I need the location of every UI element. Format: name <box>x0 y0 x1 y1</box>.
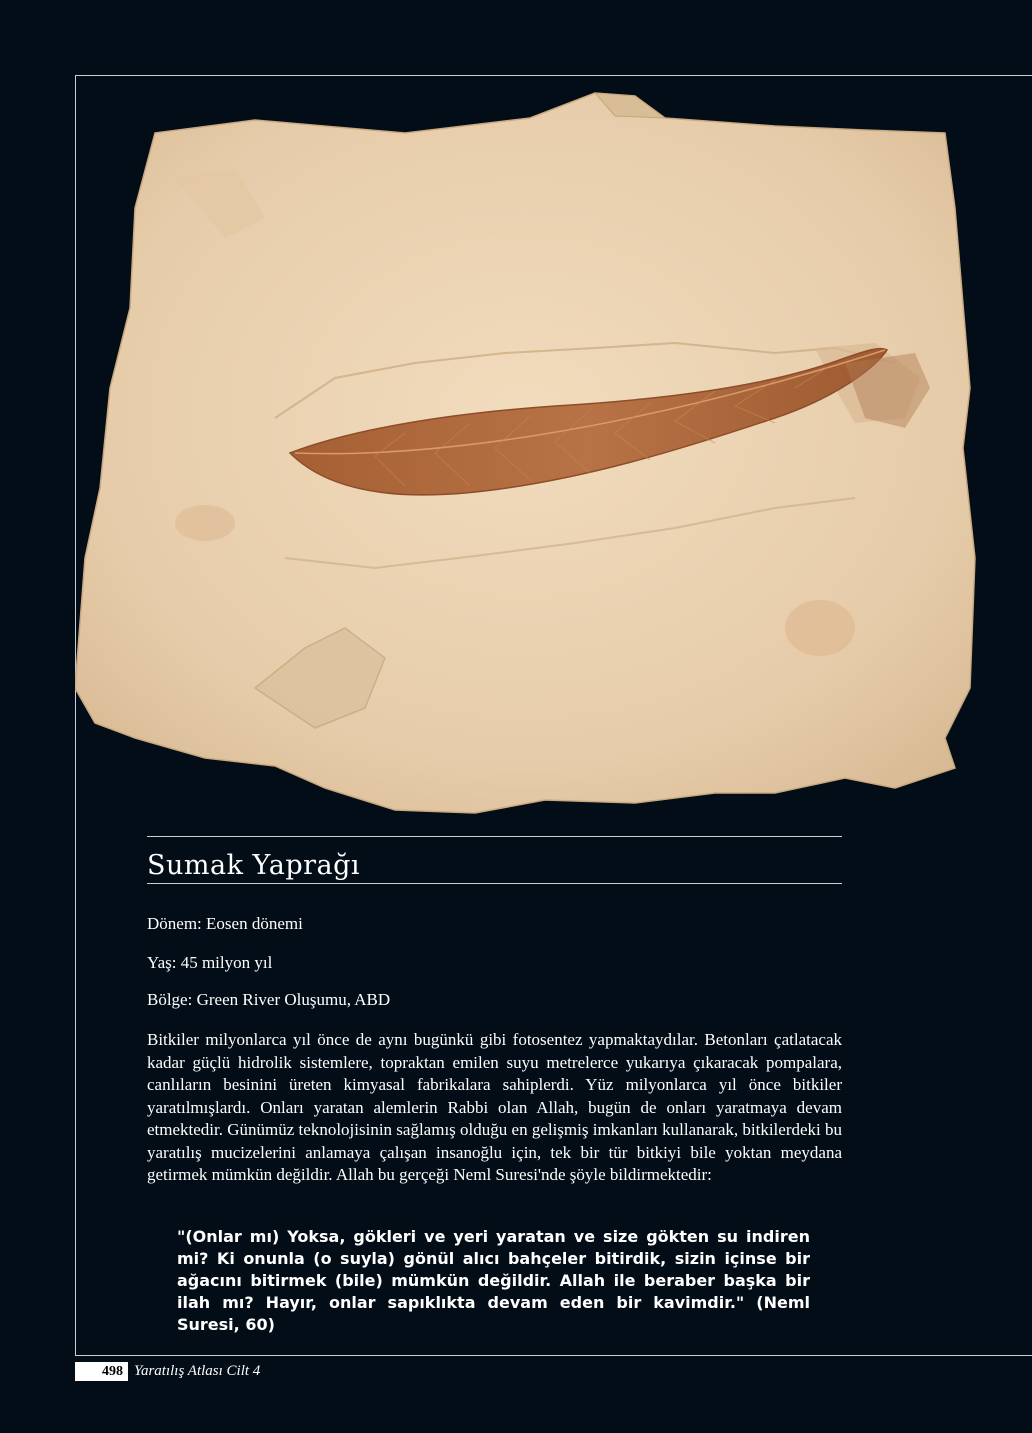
title-rule-bottom <box>147 883 842 884</box>
verse-quote: "(Onlar mı) Yoksa, gökleri ve yeri yaratan ve size gökten su indiren mi? Ki onunla (o suyla) gönül alıcı bahçeler bitirdik, sizin içinse bir ağacını bitirmek (bile) mümkün değildir. Allah ile beraber başka bir ilah mı? Hayır, onlar sapıklıkta devam eden bir kavimdir." (Neml Suresi, 60) <box>177 1227 810 1334</box>
fossil-leaf-image <box>75 88 985 818</box>
region-line: Bölge: Green River Oluşumu, ABD <box>147 990 391 1009</box>
title-rule-top <box>147 836 842 837</box>
body-paragraph: Bitkiler milyonlarca yıl önce de aynı bugünkü gibi fotosentez yapmaktaydılar. Betonları çatlatacak kadar güçlü hidrolik sistemlere, topraktan emilen suyu metrelerce yukarıya çıkaracak pompalara, canlıların besinini üreten kimyasal fabrikalara sahiplerdi. Yüz milyonlarca yıl önce bitkiler yaratılmışlardı. Onları yaratan alemlerin Rabbi olan Allah, bugün de onları yaratmaya devam etmektedir. Günümüz teknolojisinin sağlamış olduğu en gelişmiş imkanları kullanarak, bitkilerdeki bu yaratılış mucizelerini anlamaya çalışan insanoğlu için, tek bir tür bitkiyi bile yoktan meydana getirmek mümkün değildir. Allah bu gerçeği Neml Suresi'nde şöyle bildirmektedir: <box>147 1030 842 1184</box>
page-title: Sumak Yaprağı <box>147 850 361 881</box>
age-line: Yaş: 45 milyon yıl <box>147 953 273 972</box>
page-number: 498 <box>75 1362 128 1381</box>
period-line: Dönem: Eosen dönemi <box>147 914 303 933</box>
running-footer-title: Yaratılış Atlası Cilt 4 <box>134 1363 261 1379</box>
